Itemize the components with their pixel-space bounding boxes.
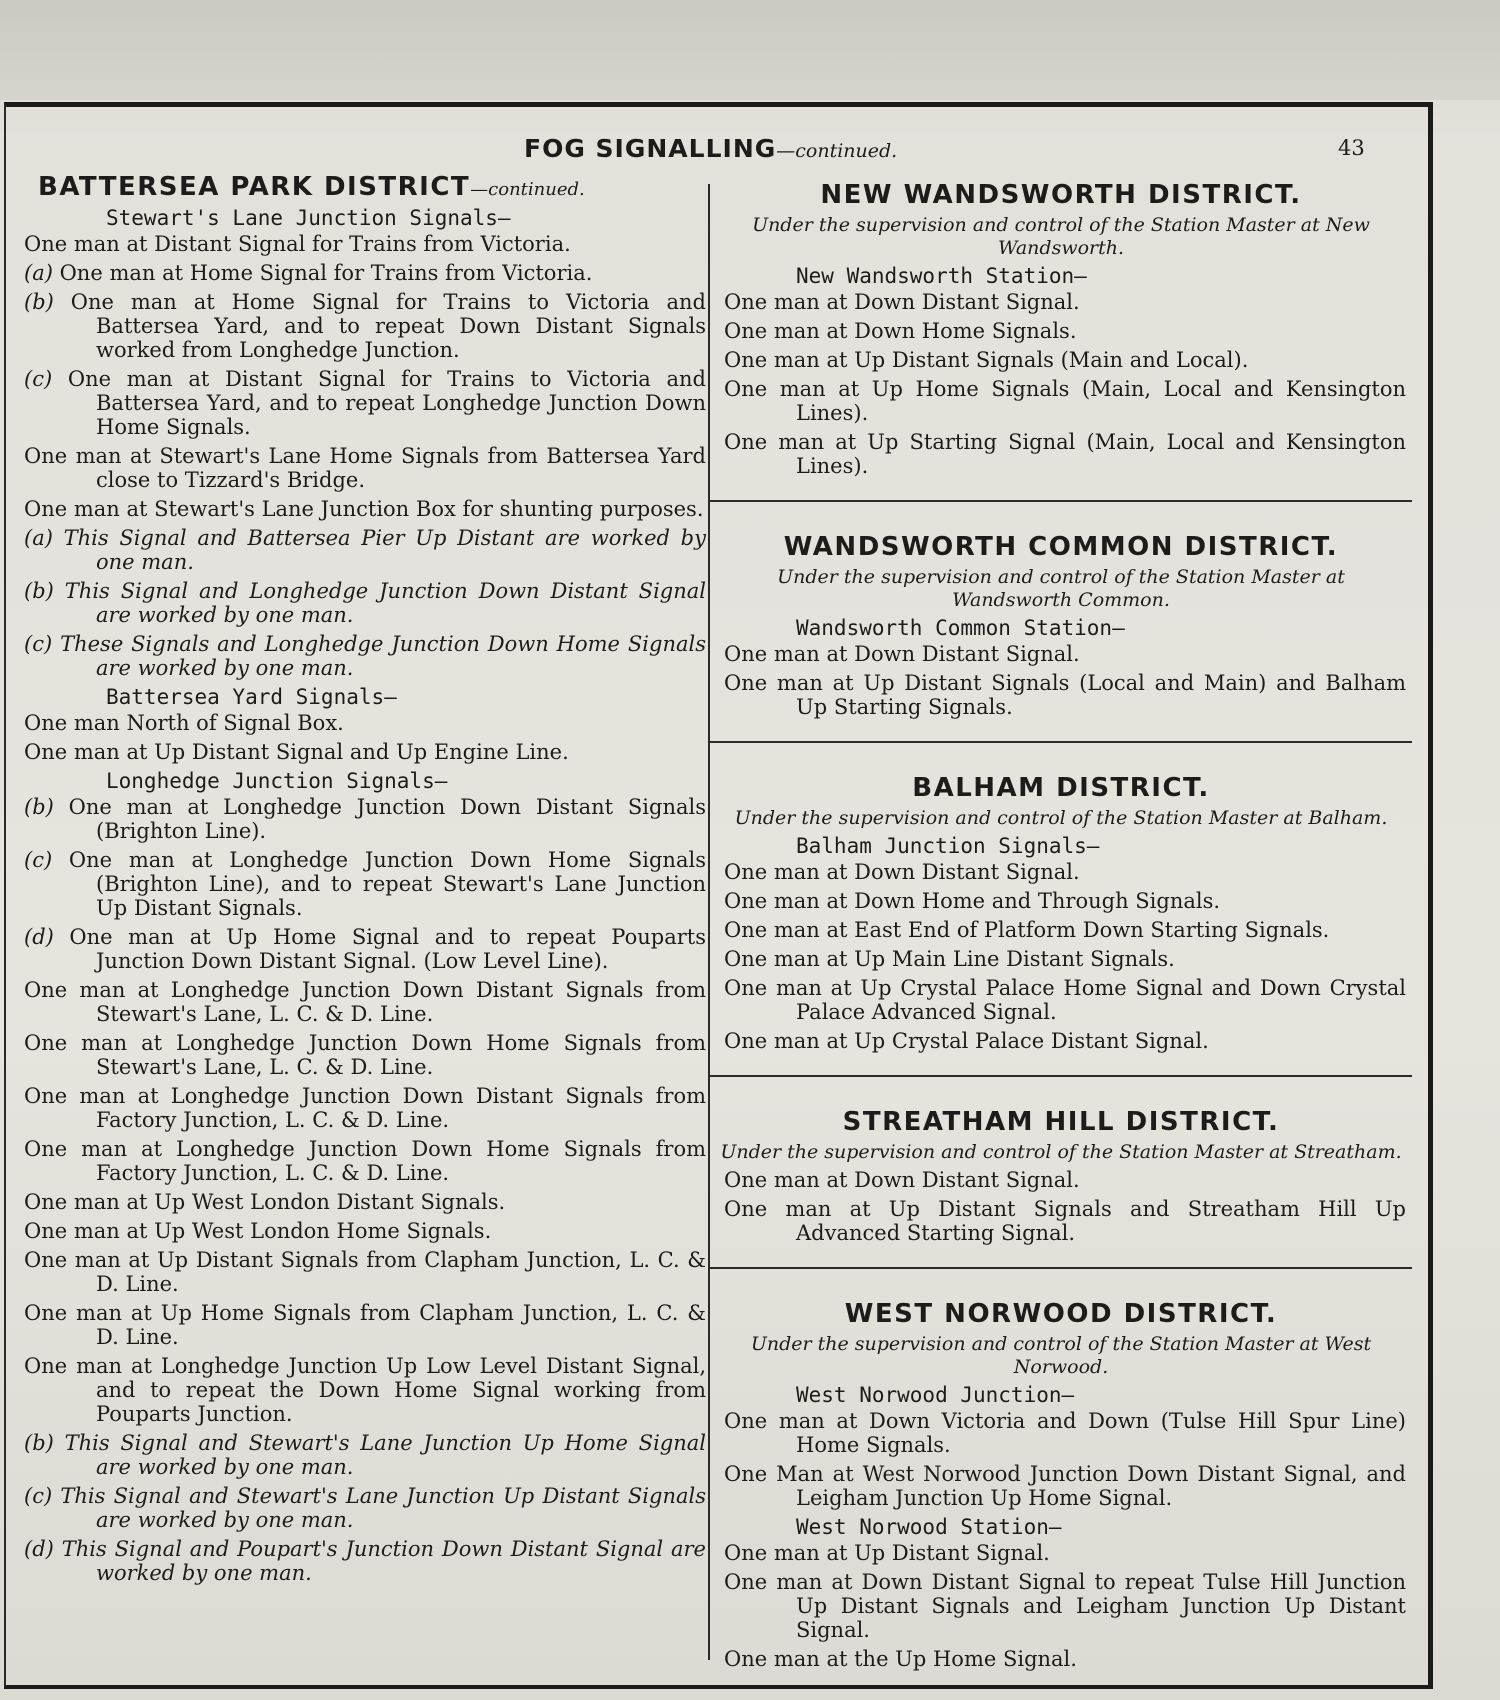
station-heading: Wandsworth Common Station—	[796, 616, 1125, 640]
list-item: One man at Down Home and Through Signals.	[724, 889, 1221, 913]
list-item: One man at the Up Home Signal.	[724, 1647, 1077, 1671]
list-item: One man at Longhedge Junction Down Distant Signals from Factory Junction, L. C. & D. Line.	[24, 1084, 706, 1132]
footnote-item: (b) This Signal and Longhedge Junction Down Distant Signal are worked by one man.	[24, 579, 706, 627]
station-heading: West Norwood Station—	[796, 1515, 1062, 1539]
list-item: One man North of Signal Box.	[24, 711, 344, 735]
list-item: (a) One man at Home Signal for Trains from Victoria.	[24, 261, 593, 285]
footnote-item: (b) This Signal and Stewart's Lane Junction Up Home Signal are worked by one man.	[24, 1431, 706, 1479]
section-heading-longhedge-junction: Longhedge Junction Signals—	[106, 769, 448, 793]
district-title-balham: BALHAM DISTRICT.	[912, 773, 1210, 803]
list-item: (b) One man at Longhedge Junction Down Distant Signals (Brighton Line).	[24, 795, 706, 843]
list-item: One man at Down Distant Signal.	[724, 290, 1080, 314]
station-heading: New Wandsworth Station—	[796, 264, 1087, 288]
list-item: One man at Distant Signal for Trains from Victoria.	[24, 232, 571, 256]
list-item: One man at Up Distant Signal.	[724, 1541, 1050, 1565]
list-item: One man at Stewart's Lane Junction Box for shunting purposes.	[24, 497, 704, 521]
page-number: 43	[1338, 136, 1365, 160]
supervision-note: Under the supervision and control of the Station Master at Balham.	[734, 807, 1388, 829]
list-item: One man at Up Home Signals (Main, Local and Kensington Lines).	[724, 377, 1406, 425]
district-title-west-norwood: WEST NORWOOD DISTRICT.	[844, 1299, 1278, 1329]
district-title-battersea-park	[16, 172, 706, 202]
section-heading-battersea-yard: Battersea Yard Signals—	[106, 685, 397, 709]
page-title-text: FOG SIGNALLING	[524, 134, 777, 163]
station-heading: West Norwood Junction—	[796, 1383, 1075, 1407]
district-title-new-wandsworth: NEW WANDSWORTH DISTRICT.	[820, 180, 1302, 210]
page-header	[0, 134, 1500, 170]
list-item: One man at Up Distant Signals (Local and Main) and Balham Up Starting Signals.	[724, 671, 1406, 719]
column-divider	[708, 184, 710, 1660]
district-title-streatham-hill: STREATHAM HILL DISTRICT.	[842, 1107, 1280, 1137]
district-continued-tag: —continued.	[470, 179, 585, 200]
page-title-continued: —continued.	[776, 140, 898, 162]
list-item: One Man at West Norwood Junction Down Distant Signal, and Leigham Junction Up Home Signal.	[724, 1462, 1406, 1510]
list-item: One man at Down Victoria and Down (Tulse Hill Spur Line) Home Signals.	[724, 1409, 1406, 1457]
list-item: One man at Stewart's Lane Home Signals from Battersea Yard close to Tizzard's Bridge.	[24, 444, 706, 492]
station-heading: Balham Junction Signals—	[796, 834, 1100, 858]
list-item: (d) One man at Up Home Signal and to repeat Pouparts Junction Down Distant Signal. (Low Level Line).	[24, 925, 706, 973]
list-item: One man at Down Distant Signal.	[724, 1168, 1080, 1192]
list-item: One man at Up Distant Signals and Streatham Hill Up Advanced Starting Signal.	[724, 1197, 1406, 1245]
footnote-item: (a) This Signal and Battersea Pier Up Distant are worked by one man.	[24, 526, 706, 574]
section-heading-stewarts-lane: Stewart's Lane Junction Signals—	[106, 206, 511, 230]
list-item: One man at Longhedge Junction Down Distant Signals from Stewart's Lane, L. C. & D. Line.	[24, 978, 706, 1026]
supervision-note: Under the supervision and control of the Station Master at West Norwood.	[750, 1333, 1372, 1378]
district-title-wandsworth-common: WANDSWORTH COMMON DISTRICT.	[783, 532, 1339, 562]
right-column	[716, 180, 1406, 1676]
list-item: One man at Up Crystal Palace Home Signal and Down Crystal Palace Advanced Signal.	[724, 976, 1406, 1024]
supervision-note: Under the supervision and control of the Station Master at Streatham.	[720, 1141, 1402, 1163]
list-item: One man at Down Distant Signal.	[724, 860, 1080, 884]
footnote-item: (c) These Signals and Longhedge Junction Down Home Signals are worked by one man.	[24, 632, 706, 680]
list-item: (c) One man at Longhedge Junction Down Home Signals (Brighton Line), and to repeat Stewart's Lane Junction Up Distant Signals.	[24, 848, 706, 920]
left-column	[16, 172, 706, 1590]
list-item: (b) One man at Home Signal for Trains to Victoria and Battersea Yard, and to repeat Down Distant Signals worked from Longhedge Junction.	[24, 290, 706, 362]
list-item: One man at Up Distant Signals (Main and Local).	[724, 348, 1249, 372]
list-item: One man at Up Main Line Distant Signals.	[724, 947, 1175, 971]
section-divider	[710, 1267, 1412, 1269]
list-item: One man at Longhedge Junction Down Home Signals from Factory Junction, L. C. & D. Line.	[24, 1137, 706, 1185]
list-item: One man at Up West London Distant Signals.	[24, 1190, 506, 1214]
list-item: One man at Up West London Home Signals.	[24, 1219, 492, 1243]
list-item: One man at East End of Platform Down Starting Signals.	[724, 918, 1330, 942]
list-item: One man at Up Distant Signal and Up Engine Line.	[24, 740, 569, 764]
page-title	[524, 134, 897, 163]
list-item: One man at Up Distant Signals from Clapham Junction, L. C. & D. Line.	[24, 1248, 706, 1296]
list-item: One man at Down Distant Signal.	[724, 642, 1080, 666]
section-divider	[710, 500, 1412, 502]
district-title-text: BATTERSEA PARK DISTRICT	[38, 172, 471, 202]
footnote-item: (d) This Signal and Poupart's Junction Down Distant Signal are worked by one man.	[24, 1537, 706, 1585]
list-item: One man at Longhedge Junction Up Low Level Distant Signal, and to repeat the Down Home Signal working from Pouparts Junction.	[24, 1354, 706, 1426]
list-item: One man at Up Crystal Palace Distant Signal.	[724, 1029, 1209, 1053]
page-top-margin	[0, 0, 1500, 100]
list-item: One man at Down Distant Signal to repeat Tulse Hill Junction Up Distant Signals and Leigham Junction Up Distant Signal.	[724, 1570, 1406, 1642]
supervision-note: Under the supervision and control of the Station Master at New Wandsworth.	[752, 214, 1370, 259]
section-divider	[710, 1075, 1412, 1077]
list-item: One man at Down Home Signals.	[724, 319, 1077, 343]
section-divider	[710, 741, 1412, 743]
list-item: (c) One man at Distant Signal for Trains to Victoria and Battersea Yard, and to repeat Longhedge Junction Down Home Signals.	[24, 367, 706, 439]
list-item: One man at Up Starting Signal (Main, Local and Kensington Lines).	[724, 430, 1406, 478]
list-item: One man at Longhedge Junction Down Home Signals from Stewart's Lane, L. C. & D. Line.	[24, 1031, 706, 1079]
footnote-item: (c) This Signal and Stewart's Lane Junction Up Distant Signals are worked by one man.	[24, 1484, 706, 1532]
list-item: One man at Up Home Signals from Clapham Junction, L. C. & D. Line.	[24, 1301, 706, 1349]
supervision-note: Under the supervision and control of the Station Master at Wandsworth Common.	[777, 566, 1345, 611]
